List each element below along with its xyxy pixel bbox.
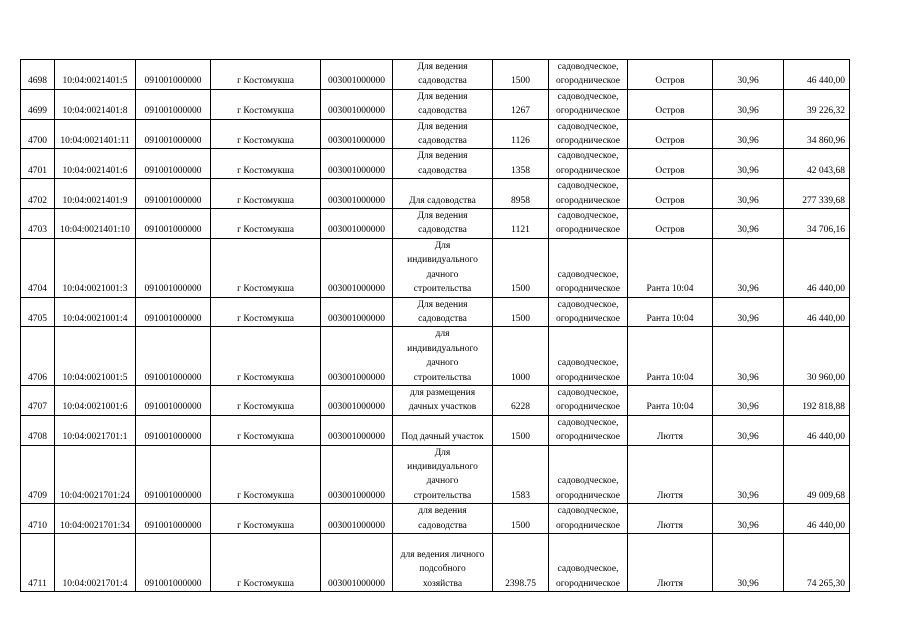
- permitted-use-line: подсобного: [419, 564, 466, 575]
- permitted-use-cell: [393, 445, 493, 504]
- row-number-cell: 4706: [21, 327, 55, 386]
- okato-code-cell: 091001000000: [136, 179, 211, 209]
- cadastral-number-cell: 10:04:0021701:1: [55, 415, 136, 445]
- row-number-cell: 4710: [21, 504, 55, 534]
- permitted-use-line: индивидуального: [407, 461, 478, 472]
- cadastral-value-cell: 30 960,00: [784, 327, 850, 386]
- category-cell: [549, 327, 628, 386]
- area-cell: 1358: [493, 149, 549, 179]
- permitted-use-line: Для ведения: [417, 151, 468, 162]
- location-cell: Остров: [628, 119, 713, 149]
- category-line: огородническое: [555, 432, 621, 443]
- cadastral-value-cell: 74 265,30: [784, 534, 850, 592]
- category-cell: [549, 179, 628, 209]
- row-number-cell: 4711: [21, 534, 55, 592]
- cadastral-number-cell: 10:04:0021001:3: [55, 238, 136, 297]
- permitted-use-line: дачного: [426, 476, 459, 487]
- city-cell: г Костомукша: [211, 504, 321, 534]
- permitted-use-cell: [393, 149, 493, 179]
- okato-code-cell: 091001000000: [136, 534, 211, 592]
- category-line: огородническое: [555, 225, 621, 236]
- permitted-use-line: Для ведения: [417, 299, 468, 310]
- category-line: огородническое: [555, 313, 621, 324]
- table-row: [21, 89, 850, 119]
- permitted-use-line: Для ведения: [417, 121, 468, 132]
- okato-code-cell: 091001000000: [136, 297, 211, 327]
- permitted-use-line: Под дачный участок: [401, 432, 484, 443]
- category-line: садоводческое,: [557, 387, 619, 398]
- city-cell: г Костомукша: [211, 119, 321, 149]
- permitted-use-line: садоводства: [418, 313, 467, 324]
- permitted-use-cell: [393, 327, 493, 386]
- okato-code-cell: 091001000000: [136, 327, 211, 386]
- table-row: [21, 445, 850, 504]
- rate-cell: 30,96: [713, 209, 784, 239]
- permitted-use-line: строительства: [413, 490, 472, 501]
- okato-code-cell: 091001000000: [136, 60, 211, 90]
- cadastral-value-cell: 192 818,88: [784, 385, 850, 415]
- permitted-use-cell: [393, 179, 493, 209]
- row-number-cell: 4698: [21, 60, 55, 90]
- permitted-use-cell: [393, 504, 493, 534]
- cadastral-value-cell: 49 009,68: [784, 445, 850, 504]
- table-row: [21, 149, 850, 179]
- category-line: садоводческое,: [557, 62, 619, 72]
- category-cell: [549, 504, 628, 534]
- city-cell: г Костомукша: [211, 238, 321, 297]
- category-cell: [549, 60, 628, 90]
- rate-cell: 30,96: [713, 179, 784, 209]
- permitted-use-cell: [393, 385, 493, 415]
- permitted-use-line: Для: [434, 447, 451, 458]
- category-cell: [549, 89, 628, 119]
- permitted-use-line: Для ведения: [417, 91, 468, 102]
- area-cell: 1000: [493, 327, 549, 386]
- area-cell: 1126: [493, 119, 549, 149]
- permitted-use-line: для ведения: [418, 506, 467, 517]
- table-row: [21, 60, 850, 90]
- category-line: огородническое: [555, 195, 621, 206]
- row-number-cell: 4709: [21, 445, 55, 504]
- category-line: огородническое: [555, 490, 621, 501]
- table-row: [21, 297, 850, 327]
- city-cell: г Костомукша: [211, 89, 321, 119]
- oktmo-code-cell: 003001000000: [321, 179, 393, 209]
- row-number-cell: 4707: [21, 385, 55, 415]
- category-line: садоводческое,: [557, 91, 619, 102]
- city-cell: г Костомукша: [211, 179, 321, 209]
- oktmo-code-cell: 003001000000: [321, 60, 393, 90]
- table-row: [21, 209, 850, 239]
- oktmo-code-cell: 003001000000: [321, 385, 393, 415]
- city-cell: г Костомукша: [211, 385, 321, 415]
- cadastral-number-cell: 10:04:0021001:4: [55, 297, 136, 327]
- rate-cell: 30,96: [713, 238, 784, 297]
- permitted-use-cell: [393, 209, 493, 239]
- oktmo-code-cell: 003001000000: [321, 238, 393, 297]
- rate-cell: 30,96: [713, 534, 784, 592]
- cadastral-number-cell: 10:04:0021701:4: [55, 534, 136, 592]
- cadastral-number-cell: 10:04:0021001:6: [55, 385, 136, 415]
- cadastral-value-cell: 39 226,32: [784, 89, 850, 119]
- permitted-use-line: дачных участков: [408, 402, 477, 413]
- city-cell: г Костомукша: [211, 415, 321, 445]
- location-cell: Ранта 10:04: [628, 238, 713, 297]
- permitted-use-line: садоводства: [418, 136, 467, 147]
- oktmo-code-cell: 003001000000: [321, 534, 393, 592]
- cadastral-number-cell: 10:04:0021701:24: [55, 445, 136, 504]
- area-cell: 2398.75: [493, 534, 549, 592]
- rate-cell: 30,96: [713, 327, 784, 386]
- location-cell: Люття: [628, 504, 713, 534]
- category-cell: [549, 415, 628, 445]
- cadastral-value-cell: 34 706,16: [784, 209, 850, 239]
- okato-code-cell: 091001000000: [136, 149, 211, 179]
- permitted-use-line: садоводства: [418, 106, 467, 117]
- permitted-use-line: садоводства: [418, 520, 467, 531]
- permitted-use-cell: [393, 89, 493, 119]
- table-row: [21, 504, 850, 534]
- location-cell: Ранта 10:04: [628, 385, 713, 415]
- location-cell: Остров: [628, 179, 713, 209]
- cadastral-value-cell: 34 860,96: [784, 119, 850, 149]
- category-line: садоводческое,: [557, 211, 619, 222]
- location-cell: Люття: [628, 415, 713, 445]
- area-cell: 1267: [493, 89, 549, 119]
- category-line: огородническое: [555, 76, 621, 87]
- cadastral-value-cell: 46 440,00: [784, 238, 850, 297]
- location-cell: Остров: [628, 89, 713, 119]
- location-cell: Остров: [628, 209, 713, 239]
- permitted-use-line: дачного: [426, 269, 459, 280]
- area-cell: 1500: [493, 297, 549, 327]
- okato-code-cell: 091001000000: [136, 238, 211, 297]
- rate-cell: 30,96: [713, 445, 784, 504]
- row-number-cell: 4701: [21, 149, 55, 179]
- row-number-cell: 4702: [21, 179, 55, 209]
- oktmo-code-cell: 003001000000: [321, 504, 393, 534]
- category-line: садоводческое,: [557, 299, 619, 310]
- oktmo-code-cell: 003001000000: [321, 89, 393, 119]
- city-cell: г Костомукша: [211, 297, 321, 327]
- permitted-use-line: Для ведения: [417, 62, 468, 72]
- permitted-use-line: для: [435, 329, 450, 340]
- okato-code-cell: 091001000000: [136, 119, 211, 149]
- table-row: [21, 385, 850, 415]
- permitted-use-cell: [393, 297, 493, 327]
- location-cell: Остров: [628, 149, 713, 179]
- city-cell: г Костомукша: [211, 534, 321, 592]
- cadastral-value-cell: 277 339,68: [784, 179, 850, 209]
- category-line: огородническое: [555, 402, 621, 413]
- table-row: [21, 415, 850, 445]
- permitted-use-cell: [393, 238, 493, 297]
- category-line: садоводческое,: [557, 121, 619, 132]
- oktmo-code-cell: 003001000000: [321, 149, 393, 179]
- oktmo-code-cell: 003001000000: [321, 119, 393, 149]
- category-line: садоводческое,: [557, 151, 619, 162]
- cadastral-number-cell: 10:04:0021401:11: [55, 119, 136, 149]
- okato-code-cell: 091001000000: [136, 209, 211, 239]
- category-line: огородническое: [555, 106, 621, 117]
- location-cell: Ранта 10:04: [628, 327, 713, 386]
- city-cell: г Костомукша: [211, 327, 321, 386]
- area-cell: 1121: [493, 209, 549, 239]
- table-body: [21, 60, 850, 592]
- rate-cell: 30,96: [713, 504, 784, 534]
- cadastral-number-cell: 10:04:0021401:9: [55, 179, 136, 209]
- row-number-cell: 4704: [21, 238, 55, 297]
- permitted-use-line: индивидуального: [407, 343, 478, 354]
- permitted-use-cell: [393, 60, 493, 90]
- permitted-use-line: Для садоводства: [409, 195, 476, 206]
- table-row: [21, 238, 850, 297]
- cadastral-number-cell: 10:04:0021401:8: [55, 89, 136, 119]
- okato-code-cell: 091001000000: [136, 445, 211, 504]
- permitted-use-line: для ведения личного: [400, 549, 485, 560]
- permitted-use-line: садоводства: [418, 76, 467, 87]
- area-cell: 8958: [493, 179, 549, 209]
- category-line: садоводческое,: [557, 269, 619, 280]
- category-line: садоводческое,: [557, 181, 619, 192]
- rate-cell: 30,96: [713, 119, 784, 149]
- permitted-use-line: строительства: [413, 372, 472, 383]
- cadastral-number-cell: 10:04:0021401:6: [55, 149, 136, 179]
- category-line: садоводческое,: [557, 417, 619, 428]
- area-cell: 6228: [493, 385, 549, 415]
- cadastral-value-cell: 42 043,68: [784, 149, 850, 179]
- location-cell: Ранта 10:04: [628, 297, 713, 327]
- permitted-use-line: дачного: [426, 358, 459, 369]
- permitted-use-line: садоводства: [418, 165, 467, 176]
- area-cell: 1500: [493, 238, 549, 297]
- area-cell: 1500: [493, 504, 549, 534]
- rate-cell: 30,96: [713, 385, 784, 415]
- category-line: огородническое: [555, 165, 621, 176]
- table-row: [21, 534, 850, 592]
- category-cell: [549, 119, 628, 149]
- cadastral-value-cell: 46 440,00: [784, 297, 850, 327]
- category-line: огородническое: [555, 284, 621, 295]
- category-line: огородническое: [555, 136, 621, 147]
- permitted-use-line: индивидуального: [407, 255, 478, 266]
- cadastral-number-cell: 10:04:0021701:34: [55, 504, 136, 534]
- location-cell: Остров: [628, 60, 713, 90]
- cadastral-number-cell: 10:04:0021001:5: [55, 327, 136, 386]
- permitted-use-cell: [393, 415, 493, 445]
- cadastral-number-cell: 10:04:0021401:10: [55, 209, 136, 239]
- rate-cell: 30,96: [713, 60, 784, 90]
- permitted-use-line: для размещения: [409, 387, 476, 398]
- table-row: [21, 327, 850, 386]
- permitted-use-line: строительства: [413, 284, 472, 295]
- cadastral-number-cell: 10:04:0021401:5: [55, 60, 136, 90]
- okato-code-cell: 091001000000: [136, 89, 211, 119]
- category-line: огородническое: [555, 520, 621, 531]
- category-line: огородническое: [555, 372, 621, 383]
- okato-code-cell: 091001000000: [136, 385, 211, 415]
- city-cell: г Костомукша: [211, 149, 321, 179]
- okato-code-cell: 091001000000: [136, 504, 211, 534]
- cadastral-value-cell: 46 440,00: [784, 504, 850, 534]
- area-cell: 1583: [493, 445, 549, 504]
- row-number-cell: 4700: [21, 119, 55, 149]
- city-cell: г Костомукша: [211, 209, 321, 239]
- category-cell: [549, 534, 628, 592]
- rate-cell: 30,96: [713, 297, 784, 327]
- category-cell: [549, 149, 628, 179]
- rate-cell: 30,96: [713, 149, 784, 179]
- oktmo-code-cell: 003001000000: [321, 209, 393, 239]
- location-cell: Люття: [628, 445, 713, 504]
- permitted-use-cell: [393, 534, 493, 592]
- oktmo-code-cell: 003001000000: [321, 327, 393, 386]
- permitted-use-line: Для ведения: [417, 211, 468, 222]
- row-number-cell: 4705: [21, 297, 55, 327]
- category-cell: [549, 385, 628, 415]
- permitted-use-line: Для: [434, 240, 451, 251]
- oktmo-code-cell: 003001000000: [321, 297, 393, 327]
- city-cell: г Костомукша: [211, 60, 321, 90]
- category-line: огородническое: [555, 578, 621, 589]
- oktmo-code-cell: 003001000000: [321, 415, 393, 445]
- permitted-use-line: садоводства: [418, 225, 467, 236]
- category-cell: [549, 238, 628, 297]
- category-line: садоводческое,: [557, 564, 619, 575]
- rate-cell: 30,96: [713, 89, 784, 119]
- row-number-cell: 4699: [21, 89, 55, 119]
- category-cell: [549, 445, 628, 504]
- city-cell: г Костомукша: [211, 445, 321, 504]
- category-line: садоводческое,: [557, 506, 619, 517]
- rate-cell: 30,96: [713, 415, 784, 445]
- cadastral-value-cell: 46 440,00: [784, 60, 850, 90]
- location-cell: Люття: [628, 534, 713, 592]
- land-plot-table: [20, 59, 850, 592]
- area-cell: 1500: [493, 415, 549, 445]
- oktmo-code-cell: 003001000000: [321, 445, 393, 504]
- category-cell: [549, 209, 628, 239]
- okato-code-cell: 091001000000: [136, 415, 211, 445]
- row-number-cell: 4703: [21, 209, 55, 239]
- permitted-use-line: хозяйства: [422, 578, 463, 589]
- category-line: садоводческое,: [557, 358, 619, 369]
- area-cell: 1500: [493, 60, 549, 90]
- table-row: [21, 119, 850, 149]
- category-cell: [549, 297, 628, 327]
- table-row: [21, 179, 850, 209]
- category-line: садоводческое,: [557, 476, 619, 487]
- cadastral-value-cell: 46 440,00: [784, 415, 850, 445]
- permitted-use-cell: [393, 119, 493, 149]
- row-number-cell: 4708: [21, 415, 55, 445]
- land-plot-table-sheet: [20, 59, 850, 592]
